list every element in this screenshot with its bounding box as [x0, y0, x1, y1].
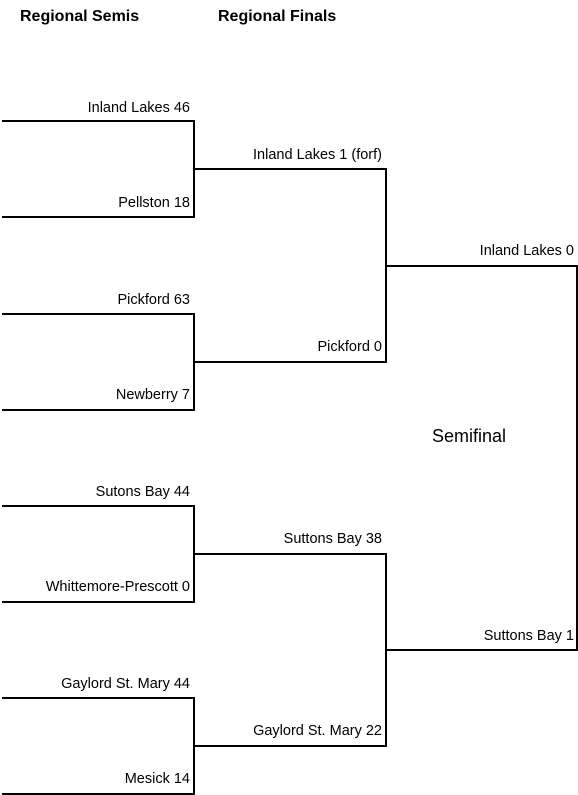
team-label-semis-1-top: Inland Lakes 46 — [87, 100, 190, 116]
team-label-semis-4-bottom: Mesick 14 — [124, 771, 190, 787]
header-regional-finals: Regional Finals — [218, 8, 337, 25]
header-regional-semis: Regional Semis — [20, 8, 140, 25]
team-label-finals-2-top: Suttons Bay 38 — [283, 531, 382, 547]
team-label-semis-1-bottom: Pellston 18 — [118, 195, 190, 211]
finals-bracket-2 — [194, 554, 387, 746]
finals-bracket-1 — [194, 169, 387, 362]
team-label-finals-2-bottom: Gaylord St. Mary 22 — [253, 723, 382, 739]
team-label-semifinal-top: Inland Lakes 0 — [479, 243, 574, 259]
round-label-semifinal: Semifinal — [432, 426, 507, 446]
team-label-semis-3-bottom: Whittemore-Prescott 0 — [45, 579, 190, 595]
team-label-finals-1-top: Inland Lakes 1 (forf) — [253, 147, 382, 163]
team-label-finals-1-bottom: Pickford 0 — [317, 339, 382, 355]
team-label-semifinal-bottom: Suttons Bay 1 — [483, 628, 574, 644]
team-label-semis-3-top: Sutons Bay 44 — [95, 484, 190, 500]
team-label-semis-2-top: Pickford 63 — [117, 292, 190, 308]
team-label-semis-2-bottom: Newberry 7 — [115, 387, 190, 403]
team-label-semis-4-top: Gaylord St. Mary 44 — [61, 676, 190, 692]
semifinal-bracket — [386, 266, 578, 650]
